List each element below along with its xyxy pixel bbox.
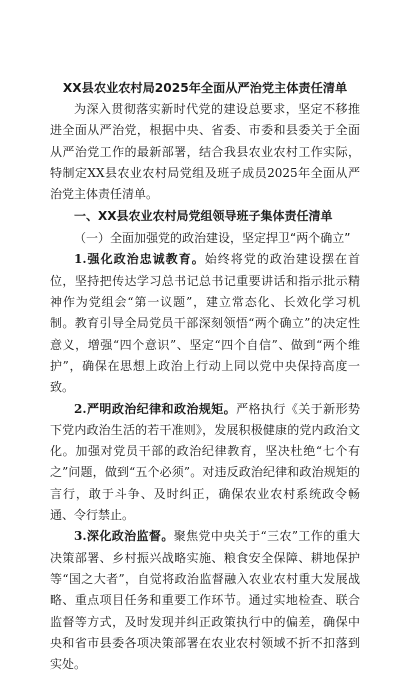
item-lead: 2.严明政治纪律和政治规矩。 xyxy=(74,401,237,416)
list-item xyxy=(50,526,360,675)
section-heading: 一、XX县农业农村局党组领导班子集体责任清单 xyxy=(74,209,333,224)
item-lead: 3.深化政治监督。 xyxy=(74,529,174,544)
intro-paragraph: 为深入贯彻落实新时代党的建设总要求，坚定不移推进全面从严治党，根据中央、省委、市委和县委关于全面从严治党工作的最新部署，结合我县农业农村工作实际，特制定XX县农业农村局党组及班子成员2025年全面从严治党主体责任清单。 xyxy=(50,102,360,202)
item-body: 始终将党的政治建设摆在首位，坚持把传达学习总书记总书记重要讲话和指示批示精神作为党组会“第一议题”，建立常态化、长效化学习机制。教育引导全局党员干部深刻领悟“两个确立”的决定性意义，增强“四个意识”、坚定“四个自信”、做到“两个维护”，确保在思想上政治上行动上同以党中央保持高度一致。 xyxy=(50,252,360,395)
list-item xyxy=(50,399,360,527)
document-title: XX县农业农村局2025年全面从严治党主体责任清单 xyxy=(62,81,348,95)
item-lead: 1.强化政治忠诚教育。 xyxy=(74,252,205,267)
item-body: 严格执行《关于新形势下党内政治生活的若干准则》，发展积极健康的党内政治文化。加强对党员干部的政治纪律教育，坚决杜绝“七个有之”问题，做到“五个必须”。对违反政治纪律和政治规矩的言行，敢于斗争、及时纠正，确保农业农村系统政令畅通、令行禁止。 xyxy=(50,401,360,523)
subsection-heading: （一）全面加强党的政治建设，坚定捍卫“两个确立” xyxy=(74,231,351,246)
item-body: 聚焦党中央关于“三农”工作的重大决策部署、乡村振兴战略实施、粮食安全保障、耕地保护等“国之大者”，自觉将政治监督融入农业农村重大发展战略、重点项目任务和重要工作环节。通过实地检查、联合监督等方式，及时发现并纠正政策执行中的偏差，确保中央和省市县委各项决策部署在农业农村领域不折不扣落到实处。 xyxy=(50,529,360,672)
list-item xyxy=(50,249,360,398)
